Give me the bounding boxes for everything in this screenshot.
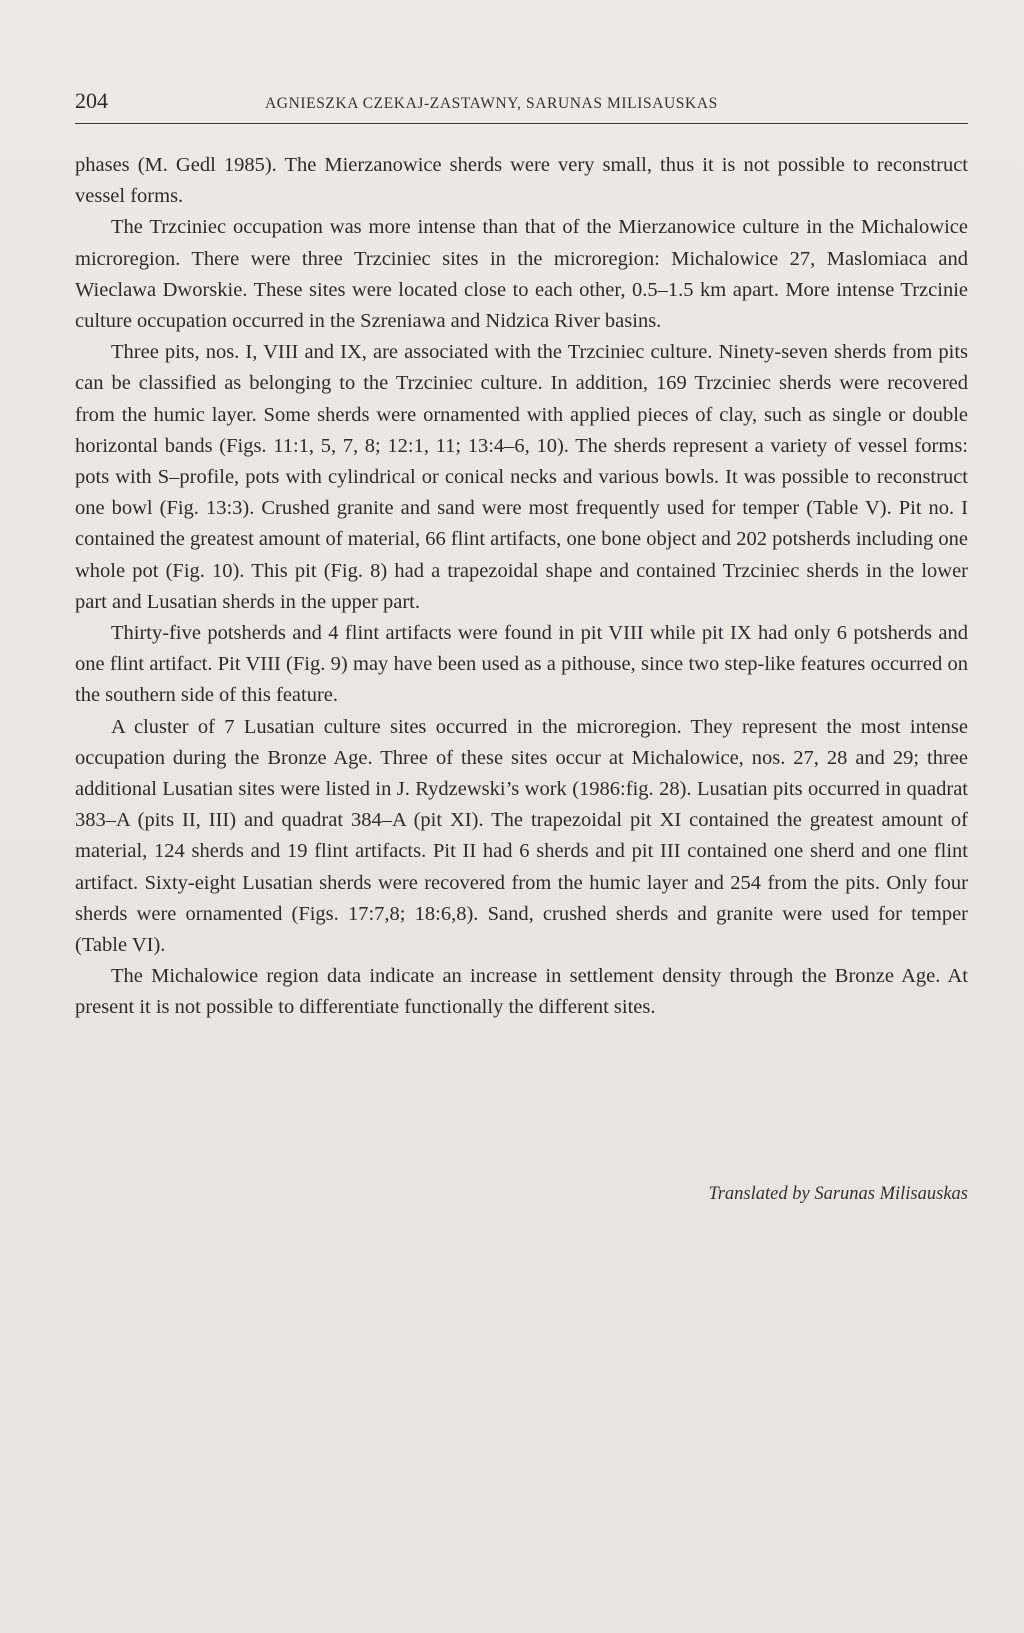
running-head xyxy=(75,89,968,124)
paragraph-5: A cluster of 7 Lusatian culture sites occurred in the microregion. They represent the most intense occupation during the Bronze Age. Three of these sites occur at Michalowice, nos. 27, 28 and 29; three additional Lusatian sites were listed in J. Rydzewski’s work (1986:fig. 28). Lusatian pits occurred in quadrat 383–A (pits II, III) and quadrat 384–A (pit XI). The trapezoidal pit XI contained the greatest amount of material, 124 sherds and 19 flint artifacts. Pit II had 6 sherds and pit III contained one sherd and one flint artifact. Sixty-eight Lusatian sherds were recovered from the humic layer and 254 from the pits. Only four sherds were ornamented (Figs. 17:7,8; 18:6,8). Sand, crushed sherds and granite were used for temper (Table VI). xyxy=(75,715,968,957)
running-title: AGNIESZKA CZEKAJ-ZASTAWNY, SARUNAS MILISAUSKAS xyxy=(265,95,718,112)
paragraph-6: The Michalowice region data indicate an increase in settlement density through the Bronze Age. At present it is not possible to differentiate functionally the different sites. xyxy=(75,965,968,1019)
body-text xyxy=(75,150,968,1024)
page-number: 204 xyxy=(75,88,108,113)
paragraph-3: Three pits, nos. I, VIII and IX, are associated with the Trzciniec culture. Ninety-seven sherds from pits can be classified as belonging to the Trzciniec culture. In addition, 169 Trzciniec sherds were recovered from the humic layer. Some sherds were ornamented with applied pieces of clay, such as single or double horizontal bands (Figs. 11:1, 5, 7, 8; 12:1, 11; 13:4–6, 10). The sherds represent a variety of vessel forms: pots with S–profile, pots with cylindrical or conical necks and various bowls. It was possible to reconstruct one bowl (Fig. 13:3). Crushed granite and sand were most frequently used for temper (Table V). Pit no. I contained the greatest amount of material, 66 flint artifacts, one bone object and 202 potsherds including one whole pot (Fig. 10). This pit (Fig. 8) had a trapezoidal shape and contained Trzciniec sherds in the lower part and Lusatian sherds in the upper part. xyxy=(75,341,968,613)
paragraph-2: The Trzciniec occupation was more intense than that of the Mierzanowice culture in the Michalowice microregion. There were three Trzciniec sites in the microregion: Michalowice 27, Maslomiaca and Wieclawa Dworskie. These sites were located close to each other, 0.5–1.5 km apart. More intense Trzcinie culture occupation occurred in the Szreniawa and Nidzica River basins. xyxy=(75,216,968,333)
translator-note: Translated by Sarunas Milisauskas xyxy=(708,1184,968,1204)
paragraph-4: Thirty-five potsherds and 4 flint artifacts were found in pit VIII while pit IX had only 6 potsherds and one flint artifact. Pit VIII (Fig. 9) may have been used as a pithouse, since two step-like features occurred on the southern side of this feature. xyxy=(75,622,968,707)
paragraph-1: phases (M. Gedl 1985). The Mierzanowice sherds were very small, thus it is not possible to reconstruct vessel forms. xyxy=(75,154,968,208)
